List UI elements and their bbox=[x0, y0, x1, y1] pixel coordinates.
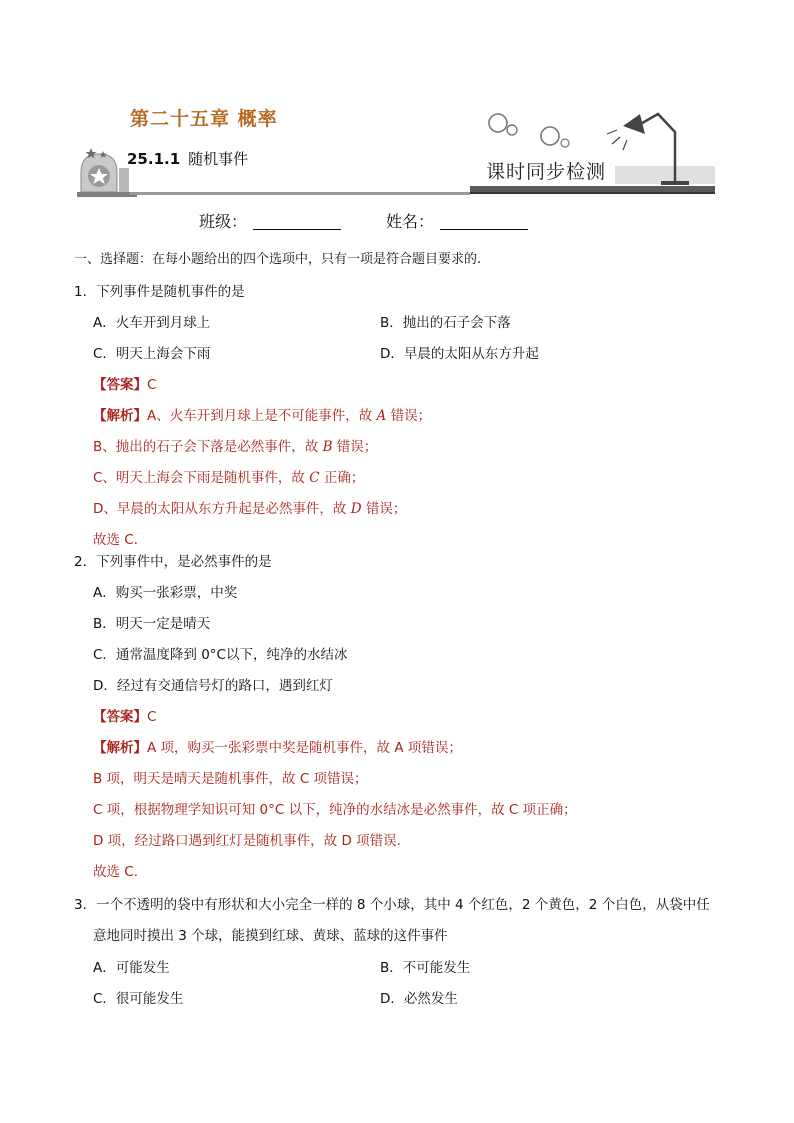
q2-option-c: C．通常温度降到 0°C以下，纯净的水结冰 bbox=[93, 647, 348, 663]
q2-analysis-1: 【解析】A 项，购买一张彩票中奖是随机事件，故 A 项错误； bbox=[93, 740, 462, 756]
q3-option-d: D．必然发生 bbox=[380, 991, 458, 1007]
banner-title: 课时同步检测 bbox=[486, 161, 607, 183]
q1-option-c: C．明天上海会下雨 bbox=[93, 346, 211, 362]
q2-option-d: D．经过有交通信号灯的路口，遇到红灯 bbox=[93, 678, 333, 694]
q1-option-b: B．抛出的石子会下落 bbox=[380, 315, 511, 331]
q3-option-a: A．可能发生 bbox=[93, 960, 170, 976]
q2-answer: 【答案】C bbox=[93, 709, 157, 725]
section-title: 随机事件 bbox=[188, 150, 249, 168]
q2-analysis-4: D 项，经过路口遇到红灯是随机事件，故 D 项错误. bbox=[93, 833, 401, 849]
q1-option-d: D．早晨的太阳从东方升起 bbox=[380, 346, 539, 362]
q1-analysis-3: C、明天上海会下雨是随机事件，故 C 正确； bbox=[93, 470, 365, 486]
q1-analysis-1: 【解析】A、火车开到月球上是不可能事件，故 A 错误； bbox=[93, 408, 432, 424]
bubbles-icon bbox=[489, 114, 569, 147]
q2-option-b: B．明天一定是晴天 bbox=[93, 616, 211, 632]
q2-option-a: A．购买一张彩票，中奖 bbox=[93, 585, 238, 601]
q3-stem-line-1: 3．一个不透明的袋中有形状和大小完全一样的 8 个小球，其中 4 个红色，2 个黄色，2 个白色，从袋中任 bbox=[74, 897, 710, 913]
q1-answer: 【答案】C bbox=[93, 377, 157, 393]
q2-analysis-3: C 项，根据物理学知识可知 0°C 以下，纯净的水结冰是必然事件，故 C 项正确； bbox=[93, 802, 577, 818]
q3-option-c: C．很可能发生 bbox=[93, 991, 184, 1007]
q3-option-b: B．不可能发生 bbox=[380, 960, 471, 976]
class-field[interactable] bbox=[253, 229, 341, 230]
q1-stem: 1．下列事件是随机事件的是 bbox=[74, 284, 245, 300]
q1-option-a: A．火车开到月球上 bbox=[93, 315, 211, 331]
section-heading bbox=[127, 148, 248, 169]
q1-analysis-4: D、早晨的太阳从东方升起是必然事件，故 D 错误； bbox=[93, 501, 407, 517]
student-info bbox=[199, 209, 573, 232]
chapter-title: 第二十五章 概率 bbox=[130, 108, 278, 130]
star-badge-icon bbox=[81, 148, 117, 192]
q1-analysis-2: B、抛出的石子会下落是必然事件，故 B 错误； bbox=[93, 439, 378, 455]
q2-analysis-2: B 项，明天是晴天是随机事件，故 C 项错误； bbox=[93, 771, 368, 787]
class-label: 班级： bbox=[199, 212, 248, 231]
q3-stem-line-2: 意地同时摸出 3 个球，能摸到红球、黄球、蓝球的这件事件 bbox=[93, 928, 448, 944]
section-instructions: 一、选择题：在每小题给出的四个选项中，只有一项是符合题目要求的. bbox=[74, 252, 482, 267]
q1-conclusion: 故选 C． bbox=[93, 532, 148, 548]
name-label: 姓名： bbox=[386, 212, 435, 231]
section-number: 25.1.1 bbox=[127, 150, 181, 168]
q2-conclusion: 故选 C． bbox=[93, 864, 148, 880]
q2-stem: 2．下列事件中，是必然事件的是 bbox=[74, 554, 272, 570]
name-field[interactable] bbox=[440, 229, 528, 230]
